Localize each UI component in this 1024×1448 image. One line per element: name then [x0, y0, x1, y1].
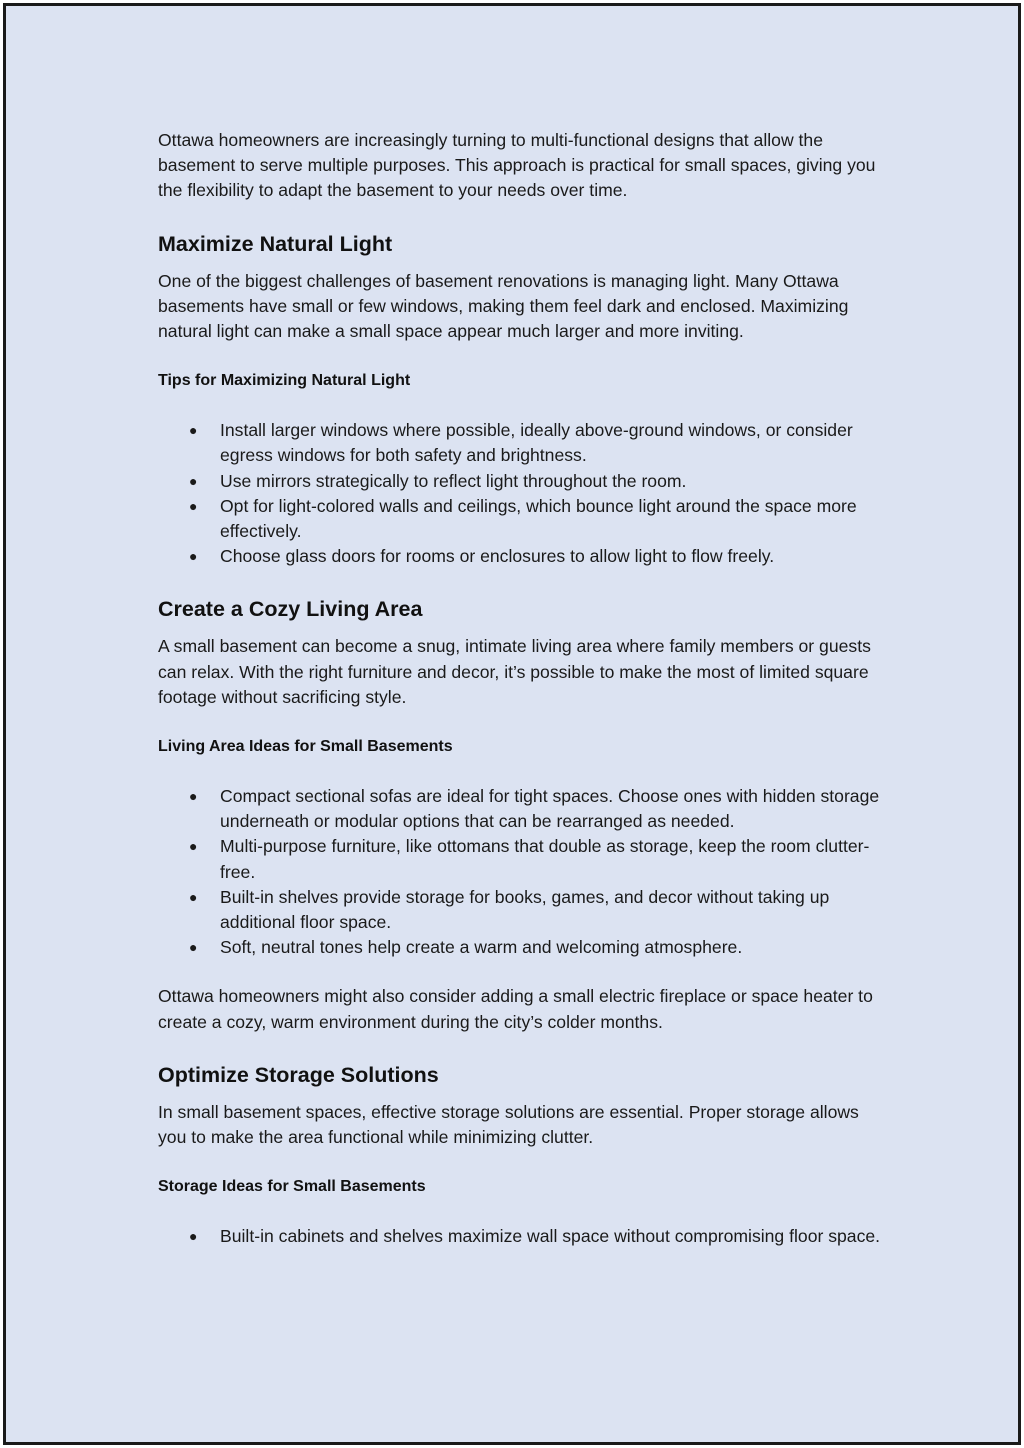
section-heading-storage: Optimize Storage Solutions: [158, 1062, 439, 1087]
section-paragraph-storage: In small basement spaces, effective storage solutions are essential. Proper storage allows you to make the area functional while minimizing clutter.: [158, 1101, 859, 1148]
bullet-icon: ●: [189, 422, 198, 439]
list-item-text: Use mirrors strategically to reflect light throughout the room.: [220, 470, 687, 491]
section-paragraph-natural-light: One of the biggest challenges of basement renovations is managing light. Many Ottawa basements have small or few windows, making them feel dark and enclosed. Maximizing natural light can make a small space appear much larger and more inviting.: [158, 270, 849, 342]
list-item: [158, 494, 883, 544]
list-item-text: Soft, neutral tones help create a warm and welcoming atmosphere.: [220, 937, 743, 958]
section-closing-paragraph-living-area: Ottawa homeowners might also consider adding a small electric fireplace or space heater to create a cozy, warm environment during the city’s colder months.: [158, 986, 873, 1032]
list-item: [158, 935, 883, 960]
document-body: [158, 128, 883, 1249]
bullet-icon: ●: [189, 788, 198, 805]
intro-paragraph: Ottawa homeowners are increasingly turning to multi-functional designs that allow the basement to serve multiple purposes. This approach is practical for small spaces, giving you the flexibility to adapt the basement to your needs over time.: [158, 130, 876, 201]
bullet-icon: ●: [189, 838, 198, 855]
list-item-text: Compact sectional sofas are ideal for tight spaces. Choose ones with hidden storage underneath or modular options that can be rearranged as needed.: [220, 786, 880, 832]
bullet-icon: ●: [189, 1228, 198, 1245]
bullet-list-natural-light: [158, 418, 883, 569]
section-heading-natural-light: Maximize Natural Light: [158, 231, 393, 256]
list-item-text: Install larger windows where possible, ideally above-ground windows, or consider egress windows for both safety and brightness.: [220, 420, 853, 466]
subheading-storage-ideas: Storage Ideas for Small Basements: [158, 1178, 426, 1196]
bullet-list-storage: [158, 1224, 883, 1249]
subheading-natural-light-tips: Tips for Maximizing Natural Light: [158, 372, 411, 390]
bullet-icon: ●: [189, 939, 198, 956]
bullet-list-living-area: [158, 784, 883, 960]
section-heading-living-area: Create a Cozy Living Area: [158, 597, 423, 622]
list-item: [158, 544, 883, 569]
list-item: [158, 418, 883, 468]
bullet-icon: ●: [189, 888, 198, 905]
list-item-text: Multi-purpose furniture, like ottomans that double as storage, keep the room clutter-free.: [220, 836, 870, 882]
section-paragraph-living-area: A small basement can become a snug, intimate living area where family members or guests can relax. With the right furniture and decor, it’s possible to make the most of limited square footage without sacrificing style.: [158, 636, 871, 707]
list-item: [158, 1224, 883, 1249]
bullet-icon: ●: [189, 472, 198, 489]
list-item-text: Built-in shelves provide storage for books, games, and decor without taking up additional floor space.: [220, 886, 830, 933]
bullet-icon: ●: [189, 497, 198, 514]
list-item: [158, 784, 883, 834]
list-item-text: Built-in cabinets and shelves maximize wall space without compromising floor space.: [220, 1226, 881, 1247]
subheading-living-area-ideas: Living Area Ideas for Small Basements: [158, 738, 453, 756]
list-item: [158, 834, 883, 884]
list-item: [158, 469, 883, 494]
bullet-icon: ●: [189, 548, 198, 565]
list-item-text: Choose glass doors for rooms or enclosures to allow light to flow freely.: [220, 546, 775, 567]
list-item-text: Opt for light-colored walls and ceilings, which bounce light around the space more effectively.: [220, 495, 857, 542]
document-page: [3, 3, 1021, 1445]
list-item: [158, 885, 883, 935]
